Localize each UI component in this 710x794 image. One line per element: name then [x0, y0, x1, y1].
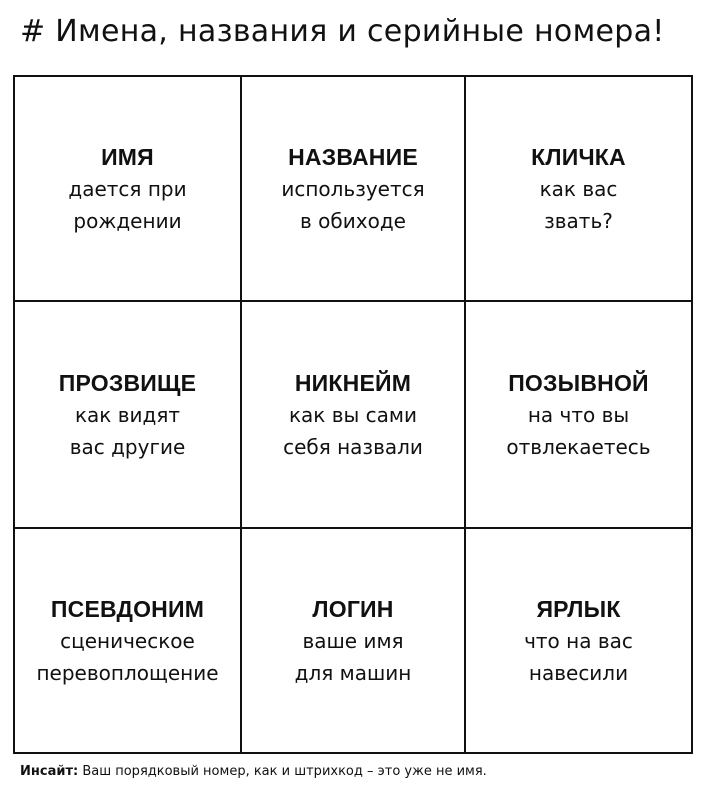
- cell-title: ПРОЗВИЩЕ: [58, 369, 197, 396]
- cell-description: что на вас навесили: [524, 628, 633, 685]
- names-grid: [13, 75, 693, 754]
- cell-title: НАЗВАНИЕ: [288, 143, 418, 170]
- cell-description: используется в обиходе: [281, 176, 425, 233]
- grid-cell-pozyvnoy: [466, 302, 691, 529]
- grid-cell-imya: [15, 77, 242, 302]
- cell-description: дается при рождении: [68, 176, 187, 233]
- cell-description: сценическое перевоплощение: [36, 628, 219, 685]
- grid-cell-psevdonim: [15, 529, 242, 752]
- cell-title: НИКНЕЙМ: [294, 369, 412, 396]
- grid-cell-nazvanie: [242, 77, 466, 302]
- page-title: # Имена, названия и серийные номера!: [20, 14, 665, 49]
- cell-description: как вас звать?: [539, 176, 618, 233]
- insight-label: Инсайт:: [20, 764, 79, 779]
- cell-description: ваше имя для машин: [294, 628, 412, 685]
- grid-cell-klichka: [466, 77, 691, 302]
- grid-cell-yarlyk: [466, 529, 691, 752]
- cell-description: как видят вас другие: [69, 402, 186, 459]
- cell-description: как вы сами себя назвали: [283, 402, 423, 459]
- cell-title: ПСЕВДОНИМ: [50, 595, 205, 622]
- grid-cell-login: [242, 529, 466, 752]
- insight-note: [20, 762, 487, 782]
- cell-title: КЛИЧКА: [531, 143, 626, 170]
- insight-text: Ваш порядковый номер, как и штрихкод – это уже не имя.: [78, 764, 487, 779]
- grid-cell-nickname: [242, 302, 466, 529]
- cell-description: на что вы отвлекаетесь: [506, 402, 651, 459]
- cell-title: ЯРЛЫК: [536, 595, 621, 622]
- cell-title: ЛОГИН: [312, 595, 394, 622]
- cell-title: ПОЗЫВНОЙ: [508, 369, 649, 396]
- cell-title: ИМЯ: [101, 143, 154, 170]
- grid-cell-prozvishche: [15, 302, 242, 529]
